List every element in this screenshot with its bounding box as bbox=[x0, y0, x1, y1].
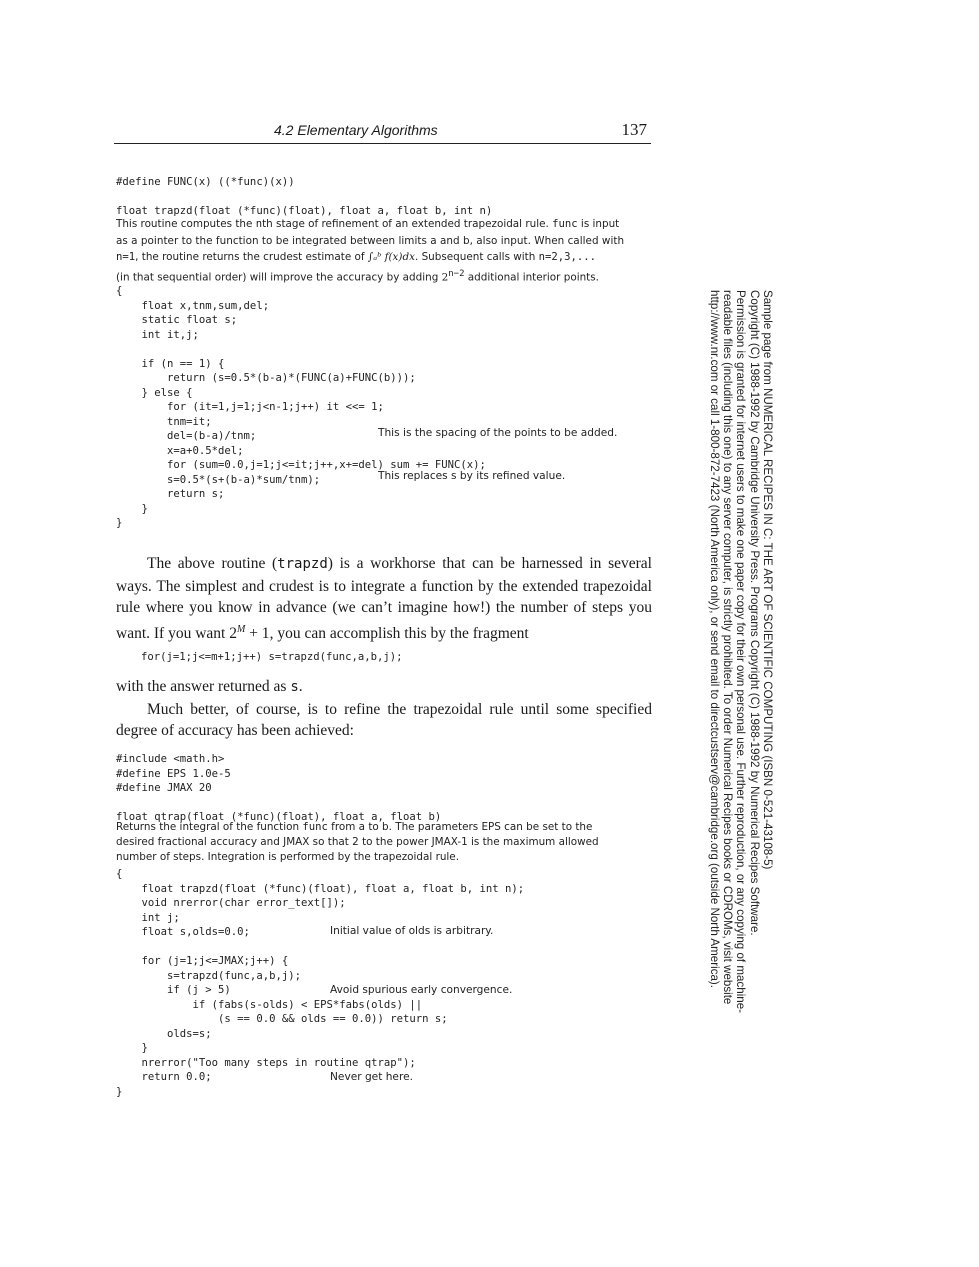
note-spacing: This is the spacing of the points to be added. bbox=[378, 427, 618, 439]
sidebar-line: readable files (including this one) to any server computer, is strictly prohibited. To order Numerical Recipes books or CDROMs, visit website bbox=[721, 290, 735, 1005]
code-line: { bbox=[116, 285, 123, 297]
code-line: { bbox=[116, 868, 123, 880]
code-line: nrerror("Too many steps in routine qtrap"); bbox=[116, 1056, 416, 1069]
note-avoid: Avoid spurious early convergence. bbox=[330, 984, 513, 996]
note-replaces: This replaces s by its refined value. bbox=[378, 470, 566, 482]
func-define-line: #define FUNC(x) ((*func)(x)) bbox=[116, 176, 295, 188]
trapzd-signature: float trapzd(float (*func)(float), float a, float b, int n) bbox=[116, 205, 493, 217]
code-line: void nrerror(char error_text[]); bbox=[116, 897, 346, 909]
code-line: for (j=1;j<=JMAX;j++) { bbox=[116, 955, 289, 967]
qtrap-description: Returns the integral of the function func from a to b. The parameters EPS can be set to the desired fractional accuracy and JMAX so that 2 to the power JMAX-1 is the maximum allowed number of steps. Integration is performed by the trapezoidal rule. bbox=[116, 821, 599, 863]
fragment-code: for(j=1;j<=m+1;j++) s=trapzd(func,a,b,j); bbox=[141, 651, 403, 663]
code-line: return (s=0.5*(b-a)*(FUNC(a)+FUNC(b))); bbox=[116, 372, 416, 384]
code-line: #define JMAX 20 bbox=[116, 782, 212, 794]
note-never: Never get here. bbox=[330, 1071, 413, 1083]
qtrap-signature: float qtrap(float (*func)(float), float a, float b) bbox=[116, 811, 442, 823]
code-line: int j; bbox=[116, 911, 180, 924]
sidebar-line: Sample page from NUMERICAL RECIPES IN C: THE ART OF SCIENTIFIC COMPUTING (ISBN 0-521-43108-5) bbox=[761, 290, 774, 870]
sidebar-line: Permission is granted for internet users to make one paper copy for their own personal use. Further reproduction, or any copying of machine- bbox=[734, 290, 748, 1014]
code-line: s=trapzd(func,a,b,j); bbox=[116, 969, 301, 982]
code-line: if (fabs(s-olds) < EPS*fabs(olds) || bbox=[116, 998, 423, 1011]
code-line: } bbox=[116, 517, 123, 529]
paragraph-1: The above routine (trapzd) is a workhorse that can be harnessed in several ways. The simplest and crudest is to integrate a function by the extended trapezoidal rule where you know in advance (we can’t imagine how!) the number of steps you want. If you want $2^M + 1$, you can accomplish this by the fragment bbox=[116, 555, 652, 642]
code-line: tnm=it; bbox=[116, 415, 212, 428]
note-olds: Initial value of olds is arbitrary. bbox=[330, 925, 494, 937]
trapzd-body bbox=[116, 284, 486, 531]
qtrap-defines bbox=[116, 752, 231, 796]
paragraph-2: with the answer returned as s. Much better, of course, is to refine the trapezoidal rule until some specified degree of accuracy has been achieved: bbox=[116, 678, 652, 739]
code-line: del=(b-a)/tnm; bbox=[116, 430, 257, 442]
trapzd-description: This routine computes the nth stage of refinement of an extended trapezoidal rule. func is input as a pointer to the function to be integrated between limits a and b, also input. When called with n=1, the routine returns the crudest estimate of ∫ₐᵇ f(x)dx. Subsequent calls with n=2,3,... (in that sequential order) will improve the accuracy by adding $2^{n-2}$ additional interior points. bbox=[116, 218, 625, 283]
code-line: float s,olds=0.0; bbox=[116, 926, 250, 938]
code-line: x=a+0.5*del; bbox=[116, 444, 244, 457]
code-line: if (n == 1) { bbox=[116, 357, 225, 370]
code-line: int it,j; bbox=[116, 328, 199, 341]
code-line: olds=s; bbox=[116, 1027, 212, 1040]
code-line: float trapzd(float (*func)(float), float a, float b, int n); bbox=[116, 882, 525, 895]
code-line: s=0.5*(s+(b-a)*sum/tnm); bbox=[116, 473, 321, 486]
code-line: for (it=1,j=1;j<n-1;j++) it <<= 1; bbox=[116, 401, 384, 413]
code-line: float x,tnm,sum,del; bbox=[116, 299, 270, 312]
code-line: #define EPS 1.0e-5 bbox=[116, 767, 231, 780]
code-line: (s == 0.0 && olds == 0.0)) return s; bbox=[116, 1013, 448, 1025]
copyright-sidebar bbox=[694, 290, 774, 1014]
section-title: 4.2 Elementary Algorithms bbox=[274, 122, 438, 138]
code-line: return s; bbox=[116, 488, 225, 500]
sidebar-line: http://www.nr.com or call 1-800-872-7423 (North America only), or send email to directcustserv@cambridge.org (outside North America). bbox=[707, 290, 721, 989]
qtrap-body bbox=[116, 867, 524, 1099]
running-head bbox=[114, 121, 651, 144]
page-number: 137 bbox=[621, 120, 647, 139]
code-line: return 0.0; bbox=[116, 1071, 212, 1083]
code-line: static float s; bbox=[116, 314, 238, 326]
code-line: #include <math.h> bbox=[116, 753, 225, 765]
code-line: for (sum=0.0,j=1;j<=it;j++,x+=del) sum += FUNC(x); bbox=[116, 459, 486, 471]
sidebar-line: Copyright (C) 1988-1992 by Cambridge University Press. Programs Copyright (C) 1988-1992 by Numerical Recipes Software. bbox=[747, 290, 761, 936]
code-line: } bbox=[116, 1085, 123, 1098]
code-line: } bbox=[116, 502, 148, 515]
code-line: } else { bbox=[116, 386, 193, 399]
code-line: } bbox=[116, 1042, 148, 1054]
code-line: if (j > 5) bbox=[116, 984, 231, 996]
